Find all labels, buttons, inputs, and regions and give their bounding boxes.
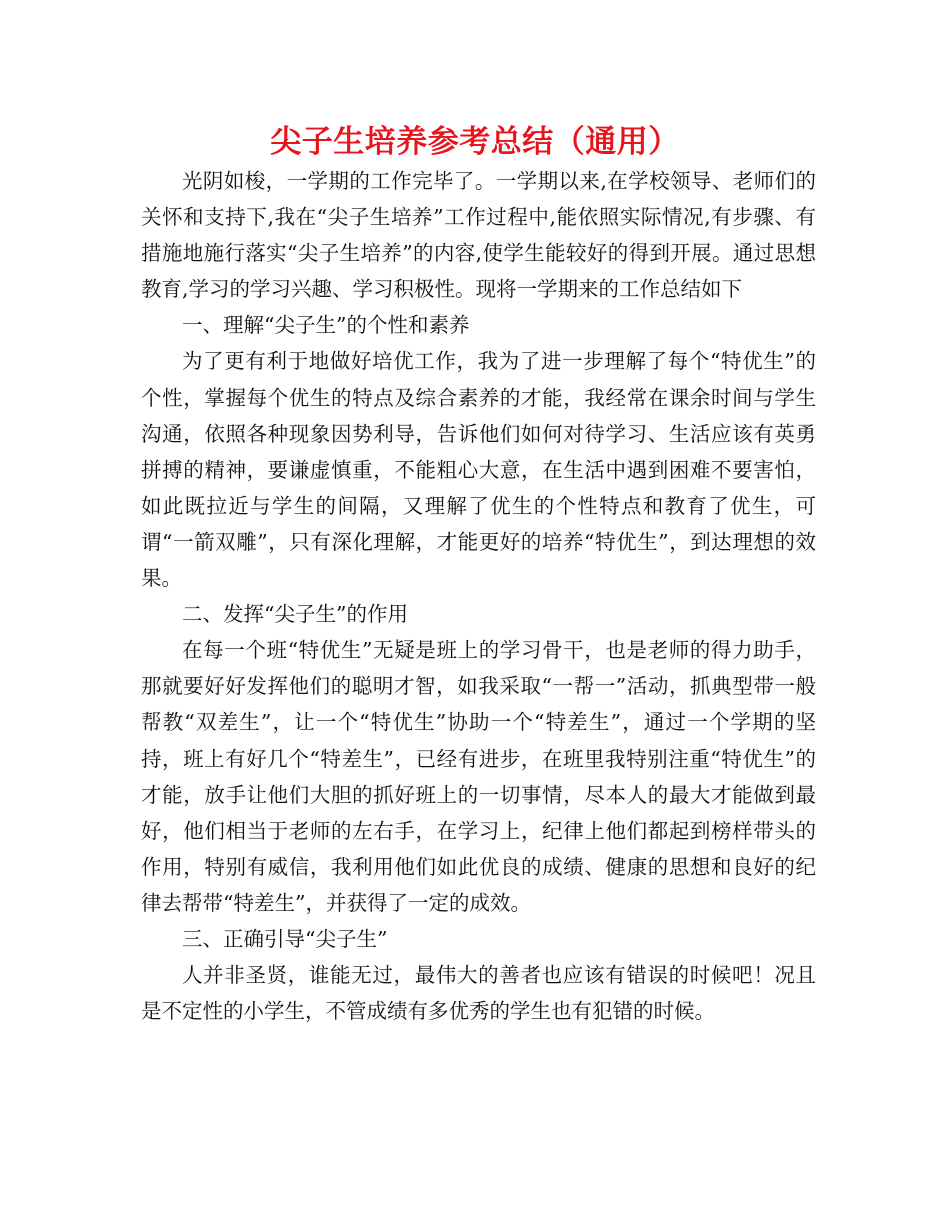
document-title: 尖子生培养参考总结（通用） — [270, 124, 680, 160]
section-heading-1: 一、理解“尖子生”的个性和素养 — [182, 313, 470, 338]
document-body — [141, 163, 816, 1029]
section-heading-3: 三、正确引导“尖子生” — [182, 926, 388, 951]
section-heading-2: 二、发挥“尖子生”的作用 — [182, 602, 408, 627]
section-2-paragraph: 在每一个班“特优生”无疑是班上的学习骨干，也是老师的得力助手，那就要好好发挥他们的聪明才智，如我采取“一帮一”活动，抓典型带一般帮教“双差生”，让一个“特优生”协助一个“特差生”，通过一个学期的坚持，班上有好几个“特差生”，已经有进步，在班里我特别注重“特优生”的才能，放手让他们大胆的抓好班上的一切事情，尽本人的最大才能做到最好，他们相当于老师的左右手，在学习上，纪律上他们都起到榜样带头的作用，特别有威信，我利用他们如此优良的成绩、健康的思想和良好的纪律去帮带“特差生”，并获得了一定的成效。 — [141, 638, 816, 915]
intro-paragraph: 光阴如梭，一学期的工作完毕了。一学期以来,在学校领导、老师们的关怀和支持下,我在“尖子生培养”工作过程中,能依照实际情况,有步骤、有措施地施行落实“尖子生培养”的内容,使学生能较好的得到开展。通过思想教育,学习的学习兴趣、学习积极性。现将一学期来的工作总结如下 — [141, 169, 816, 302]
section-3-paragraph: 人并非圣贤，谁能无过，最伟大的善者也应该有错误的时候吧！况且是不定性的小学生，不管成绩有多优秀的学生也有犯错的时候。 — [141, 963, 816, 1024]
section-1-paragraph: 为了更有利于地做好培优工作，我为了进一步理解了每个“特优生”的个性，掌握每个优生的特点及综合素养的才能，我经常在课余时间与学生沟通，依照各种现象因势利导，告诉他们如何对待学习、生活应该有英勇拼搏的精神，要谦虚慎重，不能粗心大意，在生活中遇到困难不要害怕，如此既拉近与学生的间隔，又理解了优生的个性特点和教育了优生，可谓“一箭双雕”，只有深化理解，才能更好的培养“特优生”，到达理想的效果。 — [141, 349, 816, 591]
